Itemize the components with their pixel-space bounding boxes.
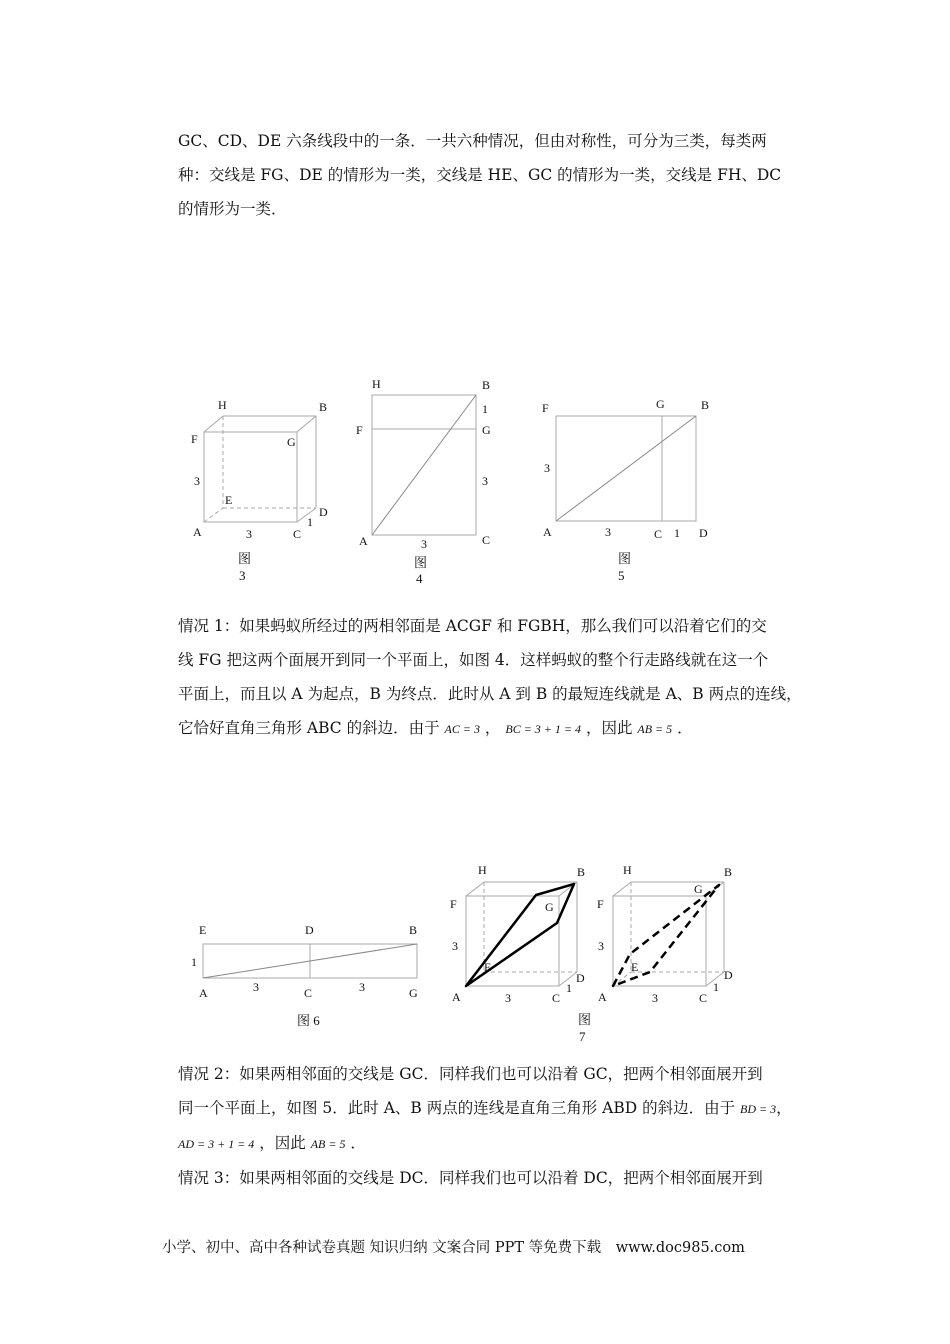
- label-B: B: [482, 378, 491, 392]
- label-B: B: [409, 923, 418, 937]
- figure-7-caption-text: 图: [578, 1012, 592, 1027]
- case-2-line-3: [178, 1126, 818, 1161]
- period: ．: [350, 1134, 366, 1152]
- label-B: B: [701, 398, 710, 412]
- figure-4-number: 4: [416, 571, 423, 586]
- label-F: F: [450, 897, 457, 911]
- label-C: C: [304, 986, 313, 1000]
- shortest-path: [613, 885, 719, 986]
- label-E: E: [631, 960, 639, 974]
- edge-length-1: 1: [307, 515, 313, 529]
- label-G: G: [656, 397, 665, 411]
- page-footer: [162, 1236, 755, 1257]
- edge-length-3: 3: [598, 939, 604, 953]
- edge-length-3: 3: [359, 980, 365, 994]
- equation-ab: AB = 5: [310, 1137, 346, 1151]
- figure-6-caption: 图 6: [297, 1013, 320, 1028]
- separator: ，因此: [259, 1134, 306, 1152]
- label-E: E: [199, 923, 207, 937]
- figure-4-caption: 图: [414, 555, 428, 570]
- case-1-line-4: [178, 711, 818, 746]
- label-C: C: [654, 527, 663, 541]
- edge-length-3: 3: [482, 474, 488, 488]
- footer-text: 小学、初中、高中各种试卷真题 知识归纳 文案合同 PPT 等免费下载: [162, 1240, 602, 1256]
- label-B: B: [724, 865, 733, 879]
- label-C: C: [699, 991, 708, 1005]
- case-2-paragraph: [178, 1057, 818, 1195]
- period: ．: [677, 719, 693, 737]
- shortest-path: [466, 884, 574, 986]
- label-G: G: [545, 900, 554, 914]
- label-E: E: [225, 493, 233, 507]
- label-D: D: [699, 526, 708, 540]
- case-1-paragraph: [178, 609, 818, 746]
- label-A: A: [543, 525, 552, 539]
- separator: ，: [484, 719, 501, 737]
- separator: ，: [776, 1099, 792, 1117]
- label-H: H: [478, 863, 487, 877]
- edge-length-1: 1: [482, 402, 488, 416]
- label-D: D: [305, 923, 314, 937]
- edge-length-3: 3: [246, 527, 252, 541]
- case-1-line-1: 情况 1：如果蚂蚁所经过的两相邻面是 ACGF 和 FGBH，那么我们可以沿着它们的交: [178, 617, 767, 635]
- edge-length-1: 1: [674, 526, 680, 540]
- equation-ac: AC = 3: [444, 722, 480, 736]
- label-B: B: [319, 400, 328, 414]
- case-2-line-1: 情况 2：如果两相邻面的交线是 GC．同样我们也可以沿着 GC，把两个相邻面展开到: [178, 1065, 763, 1083]
- figure-5-caption: 图: [618, 551, 632, 566]
- label-G: G: [694, 882, 703, 896]
- case-1-line-3: 平面上，而且以 A 为起点，B 为终点．此时从 A 到 B 的最短连线就是 A、B 两点的连线，: [178, 685, 802, 703]
- label-F: F: [597, 897, 604, 911]
- label-G: G: [409, 986, 418, 1000]
- label-E: E: [484, 960, 492, 974]
- label-F: F: [542, 401, 549, 415]
- equation-ad: AD = 3 + 1 = 4: [178, 1137, 255, 1151]
- label-C: C: [552, 991, 561, 1005]
- figure-7-number: 7: [579, 1029, 586, 1044]
- edge-length-1: 1: [191, 955, 197, 969]
- edge-length-3: 3: [194, 474, 200, 488]
- case-3-line-1: 情况 3：如果两相邻面的交线是 DC．同样我们也可以沿着 DC，把两个相邻面展开到: [178, 1169, 763, 1187]
- cube-front-face: [204, 432, 297, 522]
- case-2-line-2: [178, 1091, 818, 1126]
- figure-5-number: 5: [618, 568, 625, 583]
- equation-bc: BC = 3 + 1 = 4: [505, 722, 581, 736]
- intro-line-2: 种：交线是 FG、DE 的情形为一类，交线是 HE、GC 的情形为一类，交线是 FH、DC: [178, 166, 782, 184]
- label-F: F: [356, 423, 363, 437]
- label-D: D: [576, 971, 585, 985]
- figure-3-cube: [180, 390, 340, 590]
- figure-6-unfold: [185, 915, 435, 1035]
- label-A: A: [199, 986, 208, 1000]
- edge-length-3: 3: [505, 991, 511, 1005]
- figure-7-cube-solid-path: [446, 858, 596, 1008]
- intro-paragraph: [178, 124, 818, 226]
- equation-bd: BD = 3: [740, 1102, 777, 1116]
- figure-4-unfold: [352, 375, 512, 595]
- case-2-text: 同一个平面上，如图 5．此时 A、B 两点的连线是直角三角形 ABD 的斜边．由于: [178, 1099, 736, 1117]
- edge-length-3: 3: [452, 939, 458, 953]
- intro-line-1: GC、CD、DE 六条线段中的一条．一共六种情况，但由对称性，可分为三类，每类两: [178, 132, 767, 150]
- label-C: C: [482, 533, 491, 547]
- label-A: A: [452, 990, 461, 1004]
- label-A: A: [598, 990, 607, 1004]
- edge-length-1: 1: [566, 981, 572, 995]
- label-D: D: [319, 505, 328, 519]
- figure-7-caption: [570, 1008, 610, 1048]
- figure-3-caption: 图: [238, 551, 252, 566]
- label-A: A: [193, 525, 202, 539]
- footer-url[interactable]: www.doc985.com: [615, 1240, 745, 1256]
- edge-length-1: 1: [713, 980, 719, 994]
- label-A: A: [359, 534, 368, 548]
- label-C: C: [293, 527, 302, 541]
- edge-length-3: 3: [421, 537, 427, 551]
- label-F: F: [191, 432, 198, 446]
- label-D: D: [724, 968, 733, 982]
- edge-length-3: 3: [605, 525, 611, 539]
- figure-5-unfold: [538, 392, 718, 592]
- figure-3-number: 3: [239, 568, 246, 583]
- label-B: B: [577, 865, 586, 879]
- figure-7-cube-dashed-path: [593, 858, 743, 1008]
- separator: ，因此: [585, 719, 633, 737]
- label-G: G: [482, 423, 491, 437]
- equation-ab: AB = 5: [637, 722, 673, 736]
- intro-line-3: 的情形为一类．: [178, 200, 287, 218]
- label-H: H: [623, 863, 632, 877]
- case-1-text: 它恰好直角三角形 ABC 的斜边．由于: [178, 719, 440, 737]
- case-1-line-2: 线 FG 把这两个面展开到同一个平面上，如图 4．这样蚂蚁的整个行走路线就在这一个: [178, 651, 769, 669]
- edge-length-3: 3: [652, 991, 658, 1005]
- label-H: H: [372, 377, 381, 391]
- label-G: G: [287, 435, 296, 449]
- label-H: H: [218, 398, 227, 412]
- edge-length-3: 3: [253, 980, 259, 994]
- edge-length-3: 3: [544, 461, 550, 475]
